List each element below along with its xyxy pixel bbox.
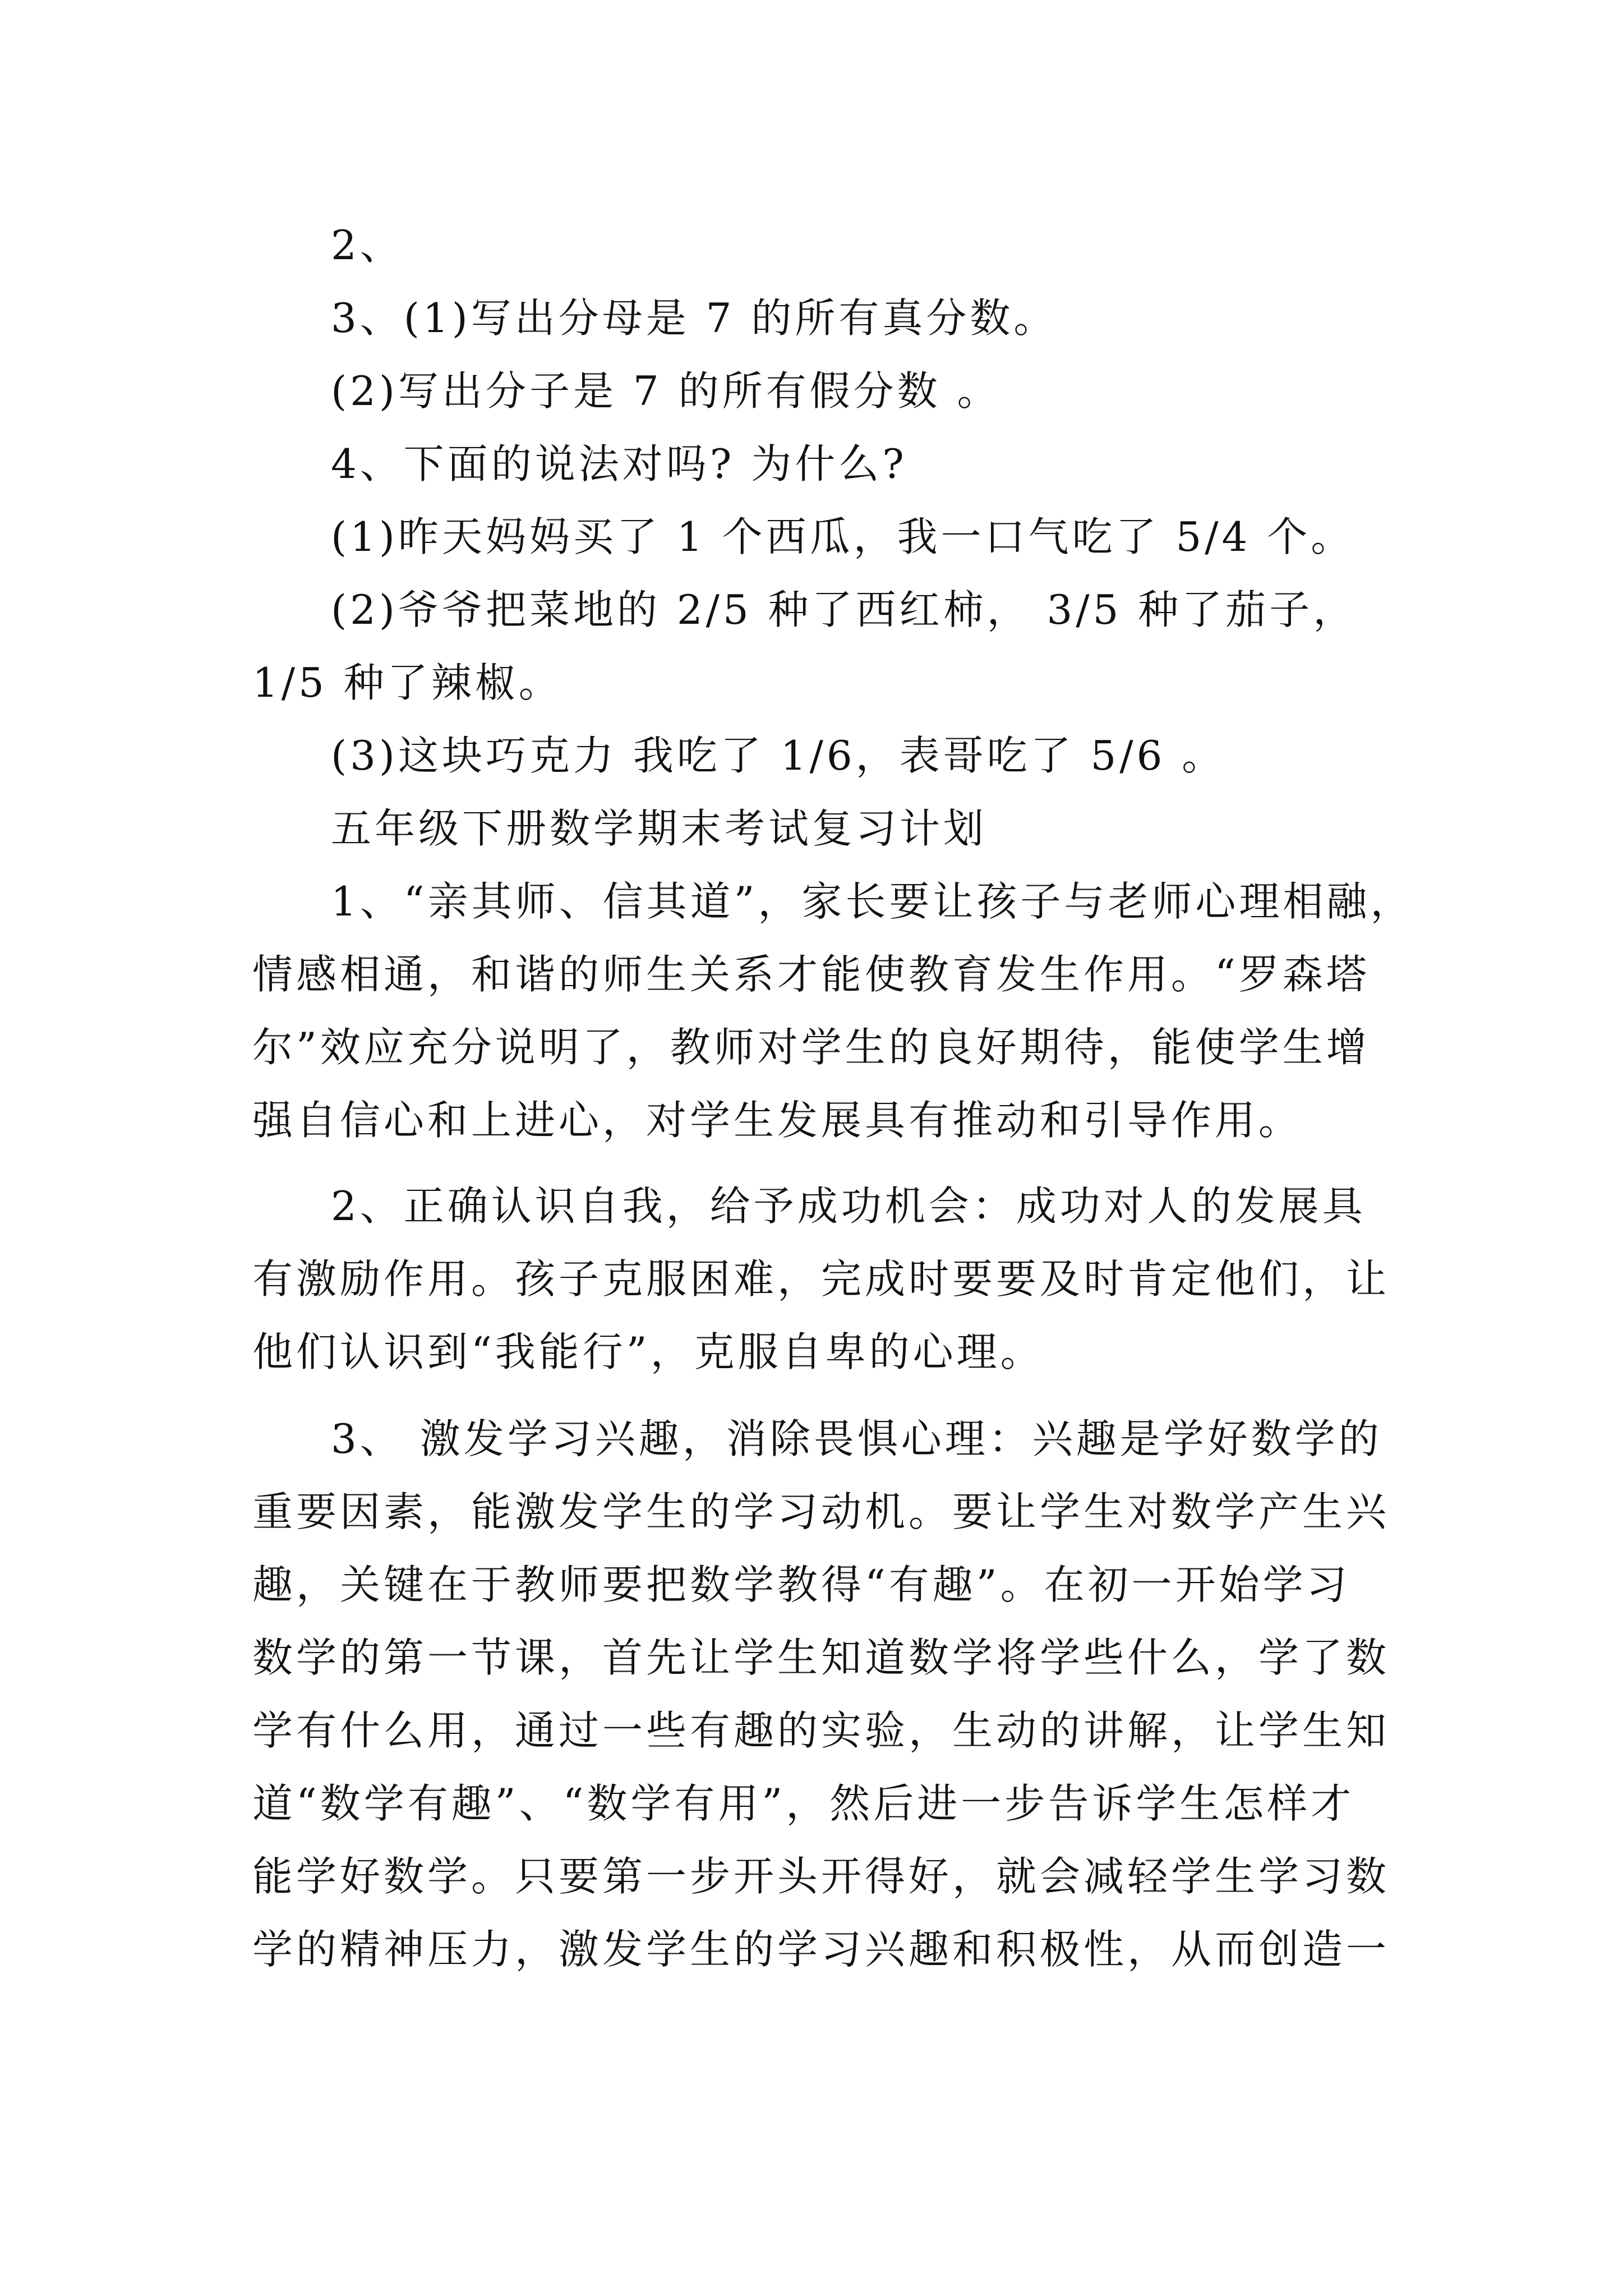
text-line: 道“数学有趣”、“数学有用”，然后进一步告诉学生怎样才 (252, 1780, 1355, 1827)
text-line: 有激励作用。孩子克服困难，完成时要要及时肯定他们，让 (252, 1255, 1390, 1303)
text-line: 数学的第一节课，首先让学生知道数学将学些什么，学了数 (252, 1634, 1390, 1681)
text-line: 2、正确认识自我，给予成功机会：成功对人的发展具 (331, 1182, 1366, 1230)
text-line: 1、“亲其师、信其道”，家长要让孩子与老师心理相融， (331, 878, 1414, 925)
text-line: 学的精神压力，激发学生的学习兴趣和积极性，从而创造一 (252, 1926, 1390, 1973)
text-line: 2、 (331, 222, 404, 269)
text-line: 尔”效应充分说明了，教师对学生的良好期待，能使学生增 (252, 1024, 1370, 1071)
text-line: 重要因素，能激发学生的学习动机。要让学生对数学产生兴 (252, 1488, 1390, 1535)
section-title: 五年级下册数学期末考试复习计划 (331, 805, 988, 852)
text-line: 4、下面的说法对吗? 为什么? (331, 440, 907, 487)
text-line: (1)昨天妈妈买了 1 个西瓜，我一口气吃了 5/4 个。 (331, 513, 1355, 560)
text-line: 情感相通，和谐的师生关系才能使教育发生作用。“罗森塔 (252, 951, 1370, 998)
text-line: 3、 激发学习兴趣，消除畏惧心理：兴趣是学好数学的 (331, 1415, 1382, 1462)
text-line: 能学好数学。只要第一步开头开得好，就会减轻学生学习数 (252, 1853, 1390, 1900)
text-line: (2)写出分子是 7 的所有假分数 。 (331, 367, 1001, 415)
text-line: 学有什么用，通过一些有趣的实验，生动的讲解，让学生知 (252, 1707, 1390, 1754)
text-line: (3)这块巧克力 我吃了 1/6，表哥吃了 5/6 。 (331, 732, 1226, 779)
text-line: (2)爷爷把菜地的 2/5 种了西红柿， 3/5 种了茄子， (331, 586, 1357, 633)
text-line: 3、(1)写出分母是 7 的所有真分数。 (331, 295, 1058, 342)
text-line: 1/5 种了辣椒。 (252, 659, 562, 706)
text-line: 趣，关键在于教师要把数学教得“有趣”。在初一开始学习 (252, 1561, 1350, 1608)
text-line: 强自信心和上进心，对学生发展具有推动和引导作用。 (252, 1097, 1303, 1144)
text-line: 他们认识到“我能行”，克服自卑的心理。 (252, 1328, 1044, 1375)
